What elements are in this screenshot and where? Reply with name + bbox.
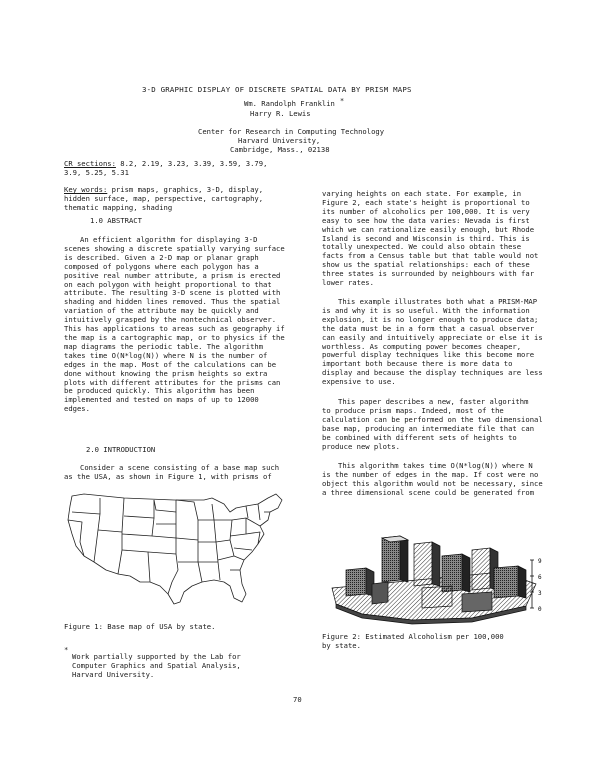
- footnote-marker-bottom: *: [64, 645, 69, 654]
- affiliation-line-2: Harvard University,: [238, 136, 321, 145]
- body-line: important both because there is more data to: [322, 359, 513, 369]
- abstract-line: edges in the map. Most of the calculations can be: [64, 359, 277, 369]
- body-line: produce new plots.: [322, 441, 400, 451]
- body-line: Figure 2, each state's height is proportional to: [322, 197, 530, 207]
- abstract-line: implemented and tested on maps of up to 12000: [64, 395, 259, 405]
- scale-label: 0: [538, 606, 542, 613]
- abstract-line: done without knowing the prism heights so extra: [64, 368, 268, 378]
- keywords-line-3: thematic mapping, shading: [64, 203, 173, 212]
- paper-title: 3-D GRAPHIC DISPLAY OF DISCRETE SPATIAL DATA BY PRISM MAPS: [142, 85, 412, 94]
- abstract-line: takes time O(N*log(N)) where N is the number of: [64, 350, 268, 360]
- abstract-body: [64, 236, 296, 414]
- figure-2-caption-line-1: Figure 2: Estimated Alcoholism per 100,000: [322, 632, 504, 641]
- body-line: totally unexpected. We could also obtain these: [322, 242, 522, 252]
- abstract-line: the map is a cartographic map, or to physics if the: [64, 332, 285, 342]
- abstract-line: plots with different attributes for the prisms can: [64, 377, 281, 387]
- body-line: worthless. As computing power becomes cheaper,: [322, 341, 522, 351]
- abstract-line: shading and hidden lines removed. Thus the spatial: [64, 297, 281, 307]
- footnote-line-3: Harvard University.: [72, 670, 155, 679]
- abstract-line: on each polygon with height proportional to that: [64, 279, 272, 289]
- introduction-body: [64, 464, 296, 482]
- body-line: Island is second and Wisconsin is third. This is: [322, 233, 530, 243]
- keywords-values: prism maps, graphics, 3-D, display,: [107, 185, 264, 194]
- keywords-line-2: hidden surface, map, perspective, cartography,: [64, 194, 264, 203]
- figure-2-prism-map: [322, 510, 556, 628]
- keywords-label: Key words:: [64, 185, 108, 194]
- author-1: [244, 96, 345, 109]
- body-line: three states is surrounded by neighbours with far: [322, 269, 535, 279]
- body-line: is and why it is so useful. With the information: [322, 305, 530, 315]
- abstract-line: This has applications to areas such as geography if: [64, 324, 285, 334]
- body-line: a three dimensional scene could be generated from: [322, 487, 535, 497]
- abstract-line: scenes showing a discrete spatially varying surface: [64, 243, 285, 253]
- cr-sections-label: CR sections:: [64, 159, 116, 168]
- figure-1-caption: Figure 1: Base map of USA by state.: [64, 622, 216, 631]
- body-line: powerful display techniques like this become more: [322, 350, 535, 360]
- body-line: lower rates.: [322, 278, 374, 288]
- abstract-line: variation of the attribute may be quickly and: [64, 306, 259, 316]
- body-line: easy to see how the data varies: Nevada is first: [322, 215, 530, 225]
- abstract-line: intuitively grasped by the nontechnical observer.: [64, 315, 277, 325]
- affiliation-line-3: Cambridge, Mass., 02138: [230, 145, 330, 154]
- abstract-line: An efficient algorithm for displaying 3-D: [80, 235, 258, 244]
- body-line: This paper describes a new, faster algorithm: [338, 397, 529, 406]
- body-line: This example illustrates both what a PRISM-MAP: [338, 297, 538, 306]
- figure-2-caption-line-2: by state.: [322, 641, 361, 650]
- right-col-para-3: [322, 398, 556, 451]
- abstract-line: composed of polygons where each polygon has a: [64, 261, 259, 271]
- abstract-line: positive real number attribute, a prism is erected: [64, 270, 281, 280]
- author-1-name: Wm. Randolph Franklin: [244, 99, 335, 108]
- body-line: This algorithm takes time O(N*log(N)) where N: [338, 461, 533, 470]
- body-line: its number of alcoholics per 100,000. It is very: [322, 206, 530, 216]
- affiliation-line-1: Center for Research in Computing Technology: [198, 127, 385, 136]
- body-line: be combined with different sets of heights to: [322, 432, 517, 442]
- page-number: 70: [293, 695, 302, 704]
- abstract-line: is described. Given a 2-D map or planar graph: [64, 252, 259, 262]
- right-col-para-1: [322, 190, 556, 288]
- abstract-heading: 1.0 ABSTRACT: [90, 216, 142, 225]
- footnote-line-1: Work partially supported by the Lab for: [72, 652, 241, 661]
- body-line: calculation can be performed on the two dimensional: [322, 414, 543, 424]
- introduction-heading: 2.0 INTRODUCTION: [86, 445, 156, 454]
- right-col-para-4: [322, 462, 556, 498]
- body-line: varying heights on each state. For example, in: [322, 189, 522, 198]
- body-line: display and because the display techniques are less: [322, 368, 543, 378]
- abstract-line: edges.: [64, 404, 90, 414]
- scale-label: 9: [538, 558, 542, 565]
- body-line: base map, producing an intermediate file that can: [322, 423, 535, 433]
- body-line: can easily and intuitively appreciate or else it is: [322, 332, 543, 342]
- right-col-para-2: [322, 298, 556, 387]
- cr-sections-line-2: 3.9, 5.25, 5.31: [64, 168, 129, 177]
- body-line: the data must be in a form that a casual observer: [322, 323, 535, 333]
- author-2: Harry R. Lewis: [250, 109, 311, 118]
- body-line: is the number of edges in the map. If cost were no: [322, 469, 539, 479]
- abstract-line: map diagrams the periodic table. The algorithm: [64, 341, 264, 351]
- cr-sections-values: 8.2, 2.19, 3.23, 3.39, 3.59, 3.79,: [115, 159, 268, 168]
- figure-1-usa-map: [64, 490, 298, 614]
- body-line: show us the spatial relationships: each of these: [322, 260, 530, 270]
- body-line: which we can rationalize easily enough, but Rhode: [322, 224, 535, 234]
- scale-label: 6: [538, 574, 542, 581]
- introduction-line: as the USA, as shown in Figure 1, with prisms of: [64, 471, 272, 481]
- body-line: to produce prism maps. Indeed, most of the: [322, 405, 504, 415]
- abstract-line: attribute. The resulting 3-D scene is plotted with: [64, 288, 281, 298]
- introduction-line: Consider a scene consisting of a base map such: [80, 463, 280, 472]
- body-line: facts from a Census table but that table would not: [322, 251, 539, 261]
- body-line: explosion, it is no longer enough to produce data;: [322, 314, 539, 324]
- abstract-line: be produced quickly. This algorithm has been: [64, 386, 255, 396]
- footnote-marker: *: [339, 96, 345, 105]
- body-line: expensive to use.: [322, 377, 396, 387]
- scale-label: 3: [538, 590, 542, 597]
- body-line: object this algorithm would not be necessary, since: [322, 478, 543, 488]
- footnote-line-2: Computer Graphics and Spatial Analysis,: [72, 661, 241, 670]
